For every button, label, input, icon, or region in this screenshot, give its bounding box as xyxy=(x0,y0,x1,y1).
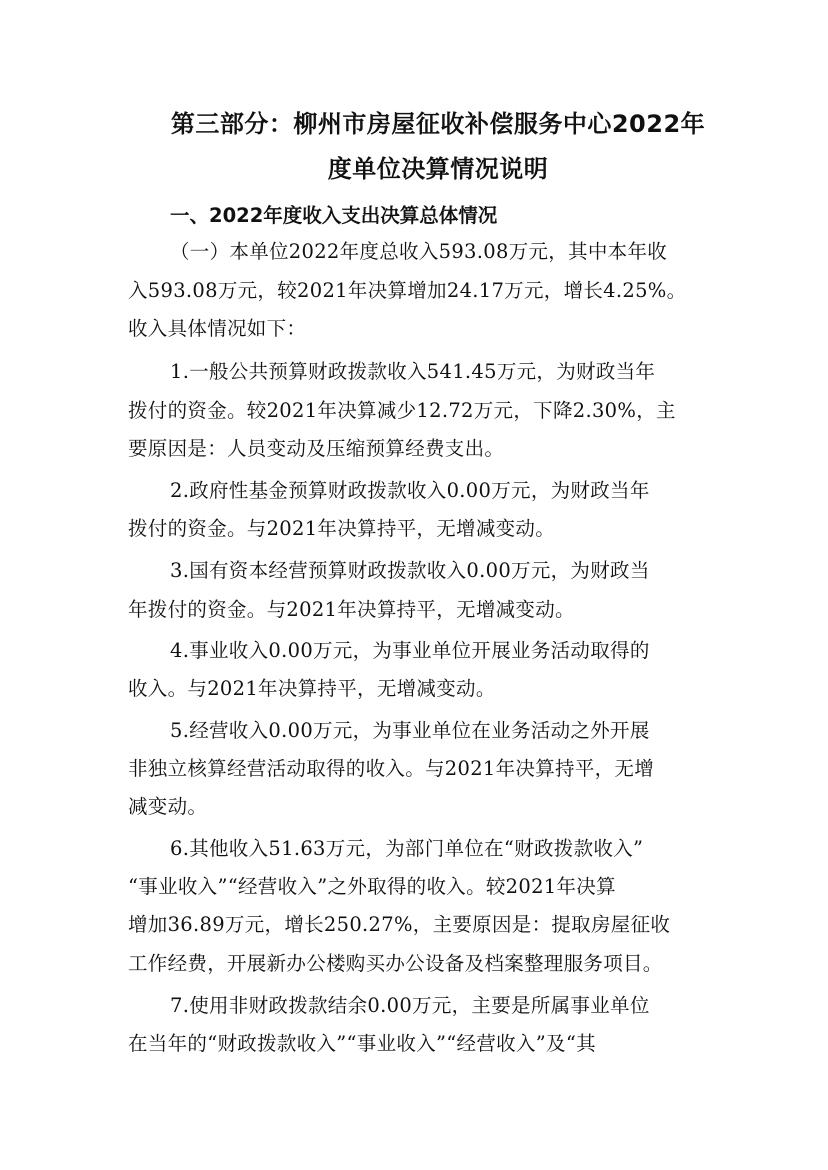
paragraph-1-line-2: 入593.08万元，较2021年决算增加24.17万元，增长4.25%。 xyxy=(128,279,687,302)
item-2-line-1: 2.政府性基金预算财政拨款收入0.00万元，为财政当年 xyxy=(170,479,650,502)
item-6-line-4: 工作经费，开展新办公楼购买办公设备及档案整理服务项目。 xyxy=(128,952,663,975)
section-heading: 一、2022年度收入支出决算总体情况 xyxy=(170,204,498,227)
item-6-line-3: 增加36.89万元，增长250.27%，主要原因是：提取房屋征收 xyxy=(128,913,671,936)
item-1-line-2: 拨付的资金。较2021年决算减少12.72万元，下降2.30%，主 xyxy=(128,399,676,422)
item-5-line-1: 5.经营收入0.00万元，为事业单位在业务活动之外开展 xyxy=(170,719,650,742)
item-2-line-2: 拨付的资金。与2021年决算持平，无增减变动。 xyxy=(128,517,556,540)
item-4-line-2: 收入。与2021年决算持平，无增减变动。 xyxy=(128,677,496,700)
item-1-line-1: 1.一般公共预算财政拨款收入541.45万元，为财政当年 xyxy=(170,360,656,383)
paragraph-1-line-3: 收入具体情况如下： xyxy=(128,317,307,340)
item-1-line-3: 要原因是：人员变动及压缩预算经费支出。 xyxy=(128,437,505,460)
item-3-line-1: 3.国有资本经营预算财政拨款收入0.00万元，为财政当 xyxy=(170,559,650,582)
item-7-line-1: 7.使用非财政拨款结余0.00万元，主要是所属事业单位 xyxy=(170,994,650,1017)
document-title-line-1: 第三部分：柳州市房屋征收补偿服务中心2022年 xyxy=(170,110,706,138)
item-5-line-3: 减变动。 xyxy=(128,795,208,818)
item-3-line-2: 年拨付的资金。与2021年决算持平，无增减变动。 xyxy=(128,598,575,621)
item-4-line-1: 4.事业收入0.00万元，为事业单位开展业务活动取得的 xyxy=(170,639,650,662)
item-7-line-2: 在当年的“财政拨款收入”“事业收入”“经营收入”及“其 xyxy=(128,1032,596,1055)
paragraph-1-line-1: （一）本单位2022年度总收入593.08万元，其中本年收 xyxy=(170,240,668,263)
document-title-line-2: 度单位决算情况说明 xyxy=(327,155,549,183)
item-5-line-2: 非独立核算经营活动取得的收入。与2021年决算持平，无增 xyxy=(128,757,655,780)
item-6-line-2: “事业收入”“经营收入”之外取得的收入。较2021年决算 xyxy=(128,875,616,898)
item-6-line-1: 6.其他收入51.63万元，为部门单位在“财政拨款收入” xyxy=(170,837,644,860)
